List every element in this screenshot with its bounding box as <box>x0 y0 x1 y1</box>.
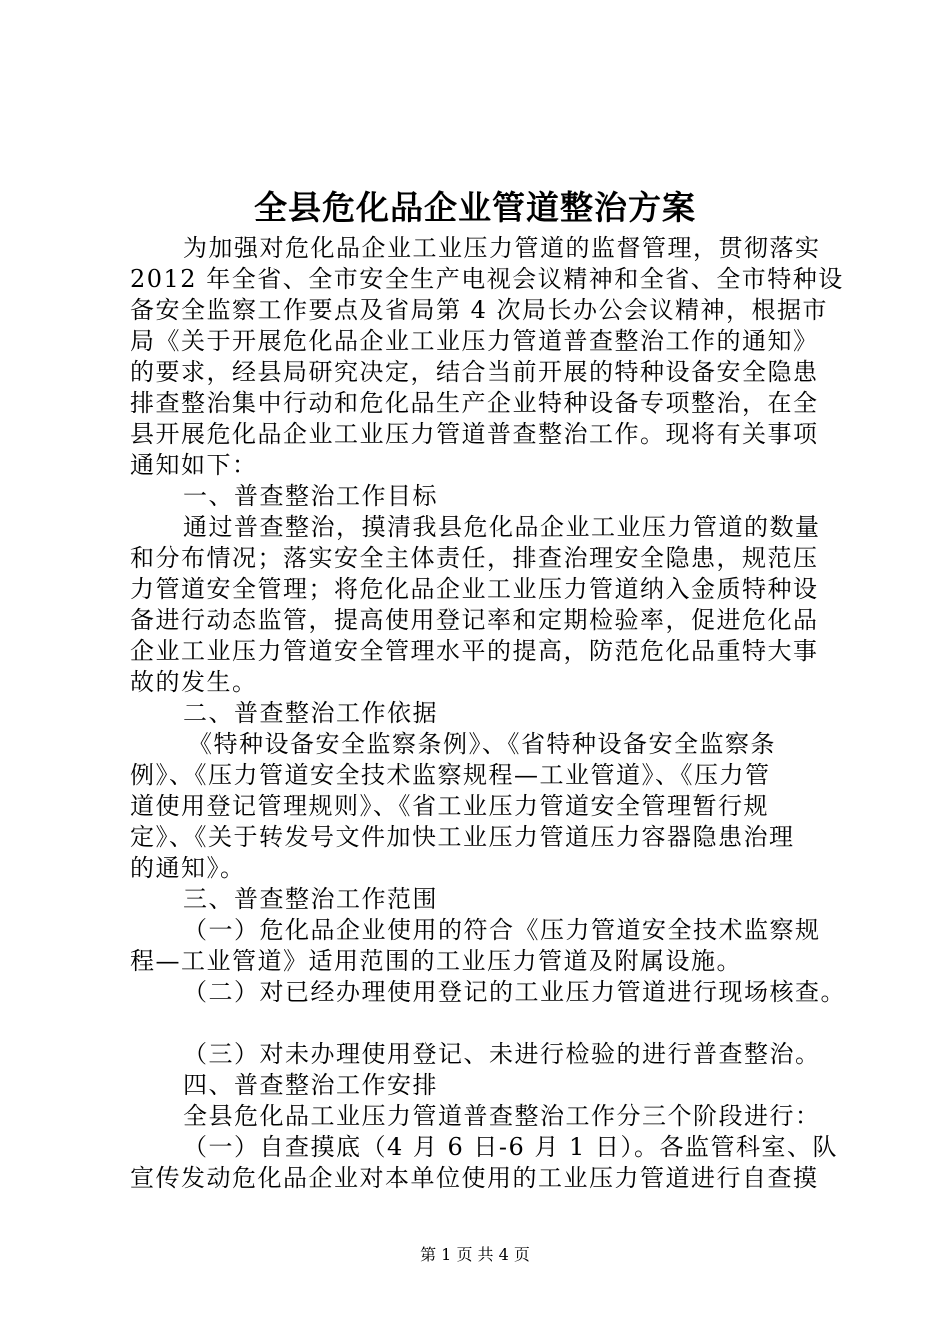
body-line: 企业工业压力管道安全管理水平的提高，防范危化品重特大事 <box>130 637 819 665</box>
body-line: 为加强对危化品企业工业压力管道的监督管理，贯彻落实 <box>183 234 821 262</box>
body-line: 故的发生。 <box>130 668 258 696</box>
section-heading: 四、普查整治工作安排 <box>183 1071 438 1099</box>
body-line: 的通知》。 <box>130 854 246 882</box>
body-line: 道使用登记管理规则》、《省工业压力管道安全管理暂行规 <box>130 792 769 820</box>
page-footer: 第 1 页 共 4 页 <box>420 1245 530 1264</box>
body-line: （一）自查摸底（4 月 6 日-6 月 1 日）。各监管科室、队 <box>183 1133 838 1161</box>
body-line: 的要求，经县局研究决定，结合当前开展的特种设备安全隐患 <box>130 358 819 386</box>
body-line: 备安全监察工作要点及省局第 4 次局长办公会议精神，根据市 <box>130 296 829 324</box>
body-line: （一）危化品企业使用的符合《压力管道安全技术监察规 <box>183 916 821 944</box>
section-heading: 三、普查整治工作范围 <box>183 885 438 913</box>
body-line: 定》、《关于转发号文件加快工业压力管道压力容器隐患治理 <box>130 823 795 851</box>
section-heading: 二、普查整治工作依据 <box>183 699 438 727</box>
body-line: 宣传发动危化品企业对本单位使用的工业压力管道进行自查摸 <box>130 1164 819 1192</box>
body-line: 通过普查整治，摸清我县危化品企业工业压力管道的数量 <box>183 513 821 541</box>
body-line: （二）对已经办理使用登记的工业压力管道进行现场核查。 <box>183 978 846 1006</box>
document-title: 全县危化品企业管道整治方案 <box>254 188 696 227</box>
body-line: （三）对未办理使用登记、未进行检验的进行普查整治。 <box>183 1040 821 1068</box>
body-line: 排查整治集中行动和危化品生产企业特种设备专项整治，在全 <box>130 389 819 417</box>
body-line: 通知如下： <box>130 451 258 479</box>
body-line: 2012 年全省、全市安全生产电视会议精神和全省、全市特种设 <box>130 265 844 293</box>
section-heading: 一、普查整治工作目标 <box>183 482 438 510</box>
body-line: 局《关于开展危化品企业工业压力管道普查整治工作的通知》 <box>130 327 819 355</box>
body-line: 程—工业管道》适用范围的工业压力管道及附属设施。 <box>130 947 742 975</box>
body-line: 力管道安全管理；将危化品企业工业压力管道纳入金质特种设 <box>130 575 819 603</box>
body-line: 全县危化品工业压力管道普查整治工作分三个阶段进行： <box>183 1102 821 1130</box>
body-line: 备进行动态监管，提高使用登记率和定期检验率，促进危化品 <box>130 606 819 634</box>
body-line: 县开展危化品企业工业压力管道普查整治工作。现将有关事项 <box>130 420 819 448</box>
body-line: 《特种设备安全监察条例》、《省特种设备安全监察条 <box>188 730 776 758</box>
body-line: 和分布情况；落实安全主体责任，排查治理安全隐患，规范压 <box>130 544 819 572</box>
body-line: 例》、《压力管道安全技术监察规程—工业管道》、《压力管 <box>130 761 771 789</box>
